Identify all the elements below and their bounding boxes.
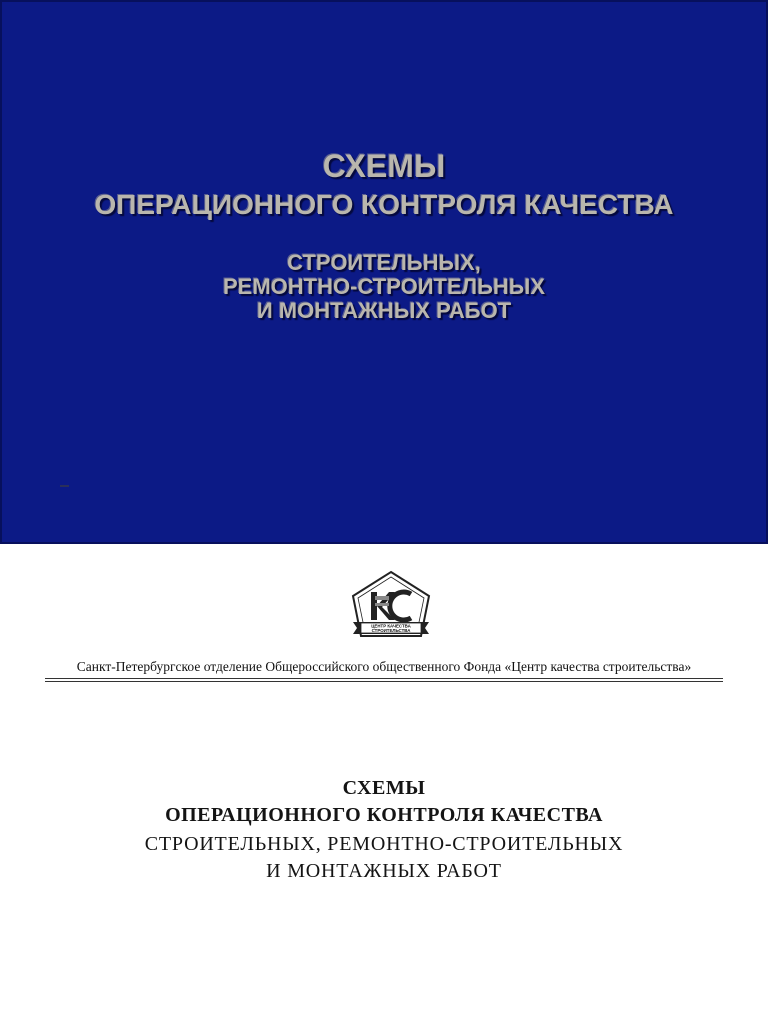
divider-rule xyxy=(45,681,723,682)
title-page-line-3: СТРОИТЕЛЬНЫХ, РЕМОНТНО-СТРОИТЕЛЬНЫХ xyxy=(144,833,624,855)
cover-subtitle-line-1: СТРОИТЕЛЬНЫХ, xyxy=(287,250,481,275)
logo-caption-line-2: СТРОИТЕЛЬСТВА xyxy=(371,628,411,633)
divider-rule xyxy=(45,678,723,679)
cover-title-line-1: СХЕМЫ xyxy=(322,148,446,184)
cover-subtitle-line-2: РЕМОНТНО-СТРОИТЕЛЬНЫХ xyxy=(223,274,545,299)
cover-subtitle-line-3: И МОНТАЖНЫХ РАБОТ xyxy=(256,298,512,323)
cover-mark xyxy=(60,485,69,487)
cover-title-line-2: ОПЕРАЦИОННОГО КОНТРОЛЯ КАЧЕСТВА xyxy=(94,189,674,220)
organisation-name: Санкт-Петербургское отделение Общероссийского общественного Фонда «Центр качества строительства» xyxy=(76,659,692,674)
title-page-line-4: И МОНТАЖНЫХ РАБОТ xyxy=(266,860,502,882)
center-quality-logo-icon xyxy=(349,570,433,642)
title-page-line-1: СХЕМЫ xyxy=(342,777,426,799)
title-page-line-2: ОПЕРАЦИОННОГО КОНТРОЛЯ КАЧЕСТВА xyxy=(165,804,603,826)
logo-caption-line-1: ЦЕНТР КАЧЕСТВА xyxy=(371,623,411,629)
